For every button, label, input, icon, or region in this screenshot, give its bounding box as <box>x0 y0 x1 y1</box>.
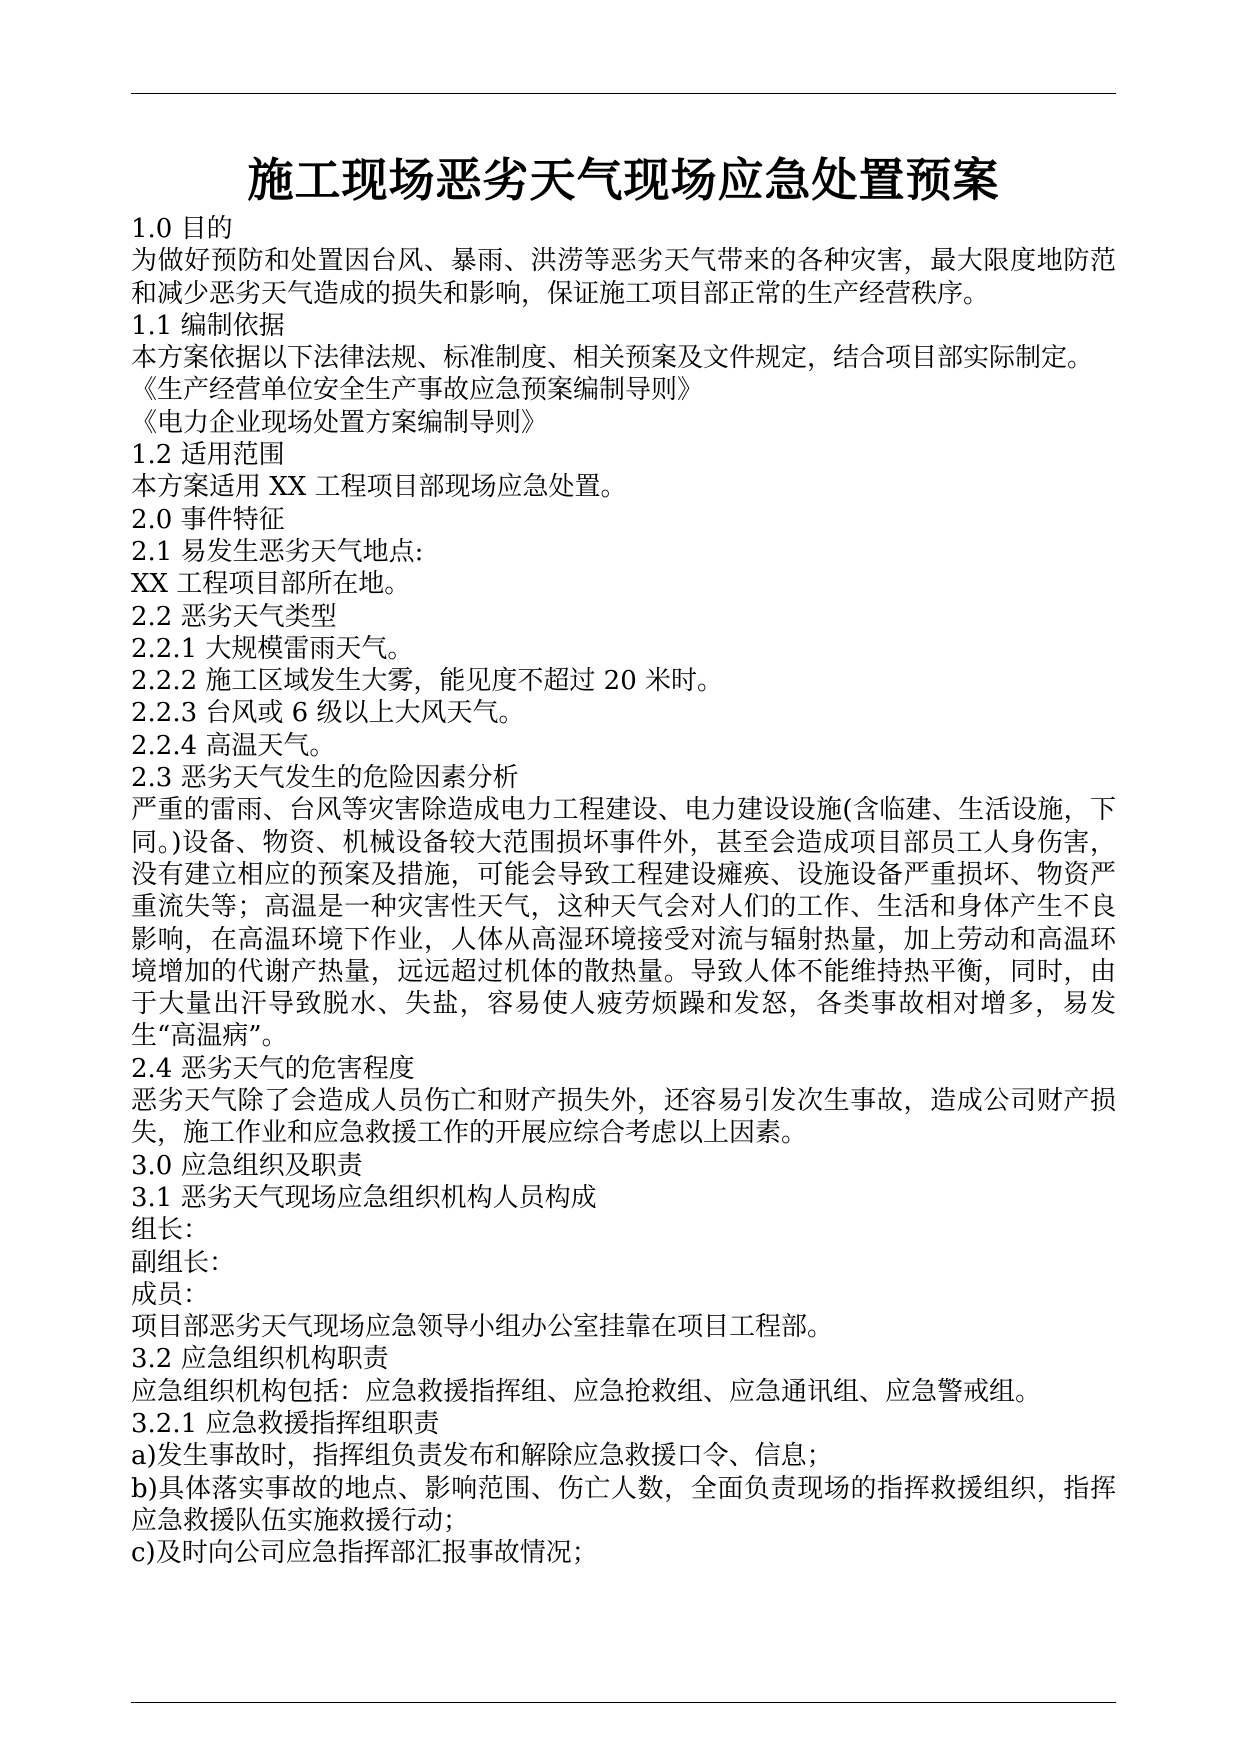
duty-item: a)发生事故时，指挥组负责发布和解除应急救援口令、信息； <box>131 1441 833 1472</box>
paragraph-risk-analysis: 严重的雷雨、台风等灾害除造成电力工程建设、电力建设设施(含临建、生活设施，下同。)设备、物资、机械设备较大范围损坏事件外，甚至会造成项目部员工人身伤害，没有建立相应的预案及措施，可能会导致工程建设瘫痪、设施设备严重损坏、物资严重流失等；高温是一种灾害性天气，这种天气会对人们的工作、生活和身体产生不良影响，在高温环境下作业，人体从高湿环境接受对流与辐射热量，加上劳动和高温环境增加的代谢产热量，远远超过机体的散热量。导致人体不能维持热平衡，同时，由于大量出汗导致脱水、失盐，容易使人疲劳烦躁和发怒，各类事故相对增多，易发生“高温病”。 <box>131 795 1116 1052</box>
heading-3-1: 3.1 恶劣天气现场应急组织机构人员构成 <box>131 1182 597 1213</box>
heading-2-0: 2.0 事件特征 <box>131 504 285 535</box>
paragraph-office: 项目部恶劣天气现场应急领导小组办公室挂靠在项目工程部。 <box>131 1312 834 1343</box>
heading-3-0: 3.0 应急组织及职责 <box>131 1150 363 1181</box>
heading-2-4: 2.4 恶劣天气的危害程度 <box>131 1053 415 1084</box>
header-rule <box>131 93 1116 94</box>
paragraph-purpose: 为做好预防和处置因台风、暴雨、洪涝等恶劣天气带来的各种灾害，最大限度地防范和减少恶劣天气造成的损失和影响，保证施工项目部正常的生产经营秩序。 <box>131 246 1116 309</box>
role-leader: 组长： <box>131 1215 210 1246</box>
heading-3-2-1: 3.2.1 应急救援指挥组职责 <box>131 1408 440 1439</box>
role-members: 成员： <box>131 1279 210 1310</box>
heading-2-3: 2.3 恶劣天气发生的危险因素分析 <box>131 763 519 794</box>
paragraph-location: XX 工程项目部所在地。 <box>131 569 411 600</box>
weather-type-item: 2.2.3 台风或 6 级以上大风天气。 <box>131 698 525 729</box>
heading-3-2: 3.2 应急组织机构职责 <box>131 1344 389 1375</box>
duty-item: b)具体落实事故的地点、影响范围、伤亡人数，全面负责现场的指挥救援组织，指挥应急救援队伍实施救援行动； <box>131 1473 1116 1536</box>
footer-rule <box>131 1702 1116 1703</box>
paragraph-scope: 本方案适用 XX 工程项目部现场应急处置。 <box>131 472 627 503</box>
weather-type-item: 2.2.2 施工区域发生大雾，能见度不超过 20 米时。 <box>131 666 724 697</box>
paragraph-harm: 恶劣天气除了会造成人员伤亡和财产损失外，还容易引发次生事故，造成公司财产损失，施工作业和应急救援工作的开展应综合考虑以上因素。 <box>131 1086 1116 1149</box>
document-body <box>131 213 1116 1569</box>
heading-2-2: 2.2 恶劣天气类型 <box>131 601 337 632</box>
heading-1-0: 1.0 目的 <box>131 214 233 244</box>
role-deputy-leader: 副组长： <box>131 1247 236 1278</box>
reference-item: 《生产经营单位安全生产事故应急预案编制导则》 <box>131 375 704 406</box>
paragraph-organization: 应急组织机构包括：应急救援指挥组、应急抢救组、应急通讯组、应急警戒组。 <box>131 1376 1042 1407</box>
weather-type-item: 2.2.1 大规模雷雨天气。 <box>131 633 414 664</box>
document-title: 施工现场恶劣天气现场应急处置预案 <box>247 153 1000 207</box>
duty-item: c)及时向公司应急指挥部汇报事故情况； <box>131 1538 598 1569</box>
heading-1-2: 1.2 适用范围 <box>131 440 285 471</box>
paragraph-basis: 本方案依据以下法律法规、标准制度、相关预案及文件规定，结合项目部实际制定。 <box>131 343 1094 374</box>
weather-type-item: 2.2.4 高温天气。 <box>131 730 336 761</box>
heading-1-1: 1.1 编制依据 <box>131 310 285 341</box>
reference-item: 《电力企业现场处置方案编制导则》 <box>131 407 548 438</box>
heading-2-1: 2.1 易发生恶劣天气地点: <box>131 536 424 567</box>
